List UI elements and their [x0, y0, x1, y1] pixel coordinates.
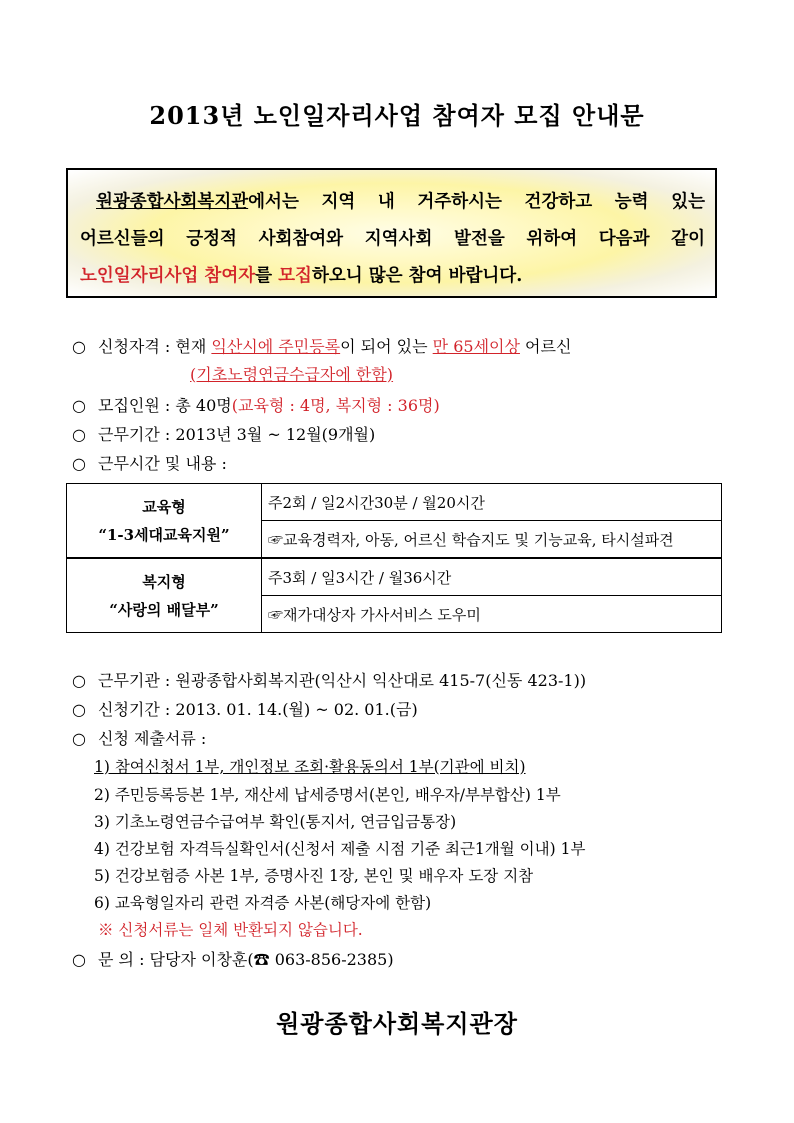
workplace-text: 근무기관 : 원광종합사회복지관(익산시 익산대로 415-7(신동 423-1))	[98, 671, 587, 690]
documents-heading: 신청 제출서류 :	[98, 729, 207, 748]
qualification-residence: 익산시에 주민등록	[211, 337, 341, 356]
workplace-row	[72, 668, 586, 691]
bullet-icon: ○	[72, 950, 86, 969]
hours-heading-row	[72, 451, 227, 474]
intro-line-1	[80, 184, 705, 221]
qualification-end: 어르신	[519, 337, 572, 356]
qualification-row	[72, 334, 571, 357]
page-title: 2013년 노인일자리사업 참여자 모집 안내문	[149, 101, 645, 130]
qualification-age: 만 65세이상	[432, 337, 520, 356]
contact-text: 문 의 : 담당자 이창훈(☎ 063-856-2385)	[98, 950, 394, 969]
recruit-label: 모집인원 : 총 40명	[98, 396, 232, 415]
period-row	[72, 422, 375, 445]
table-row	[67, 484, 722, 521]
qualification-note-row	[190, 362, 393, 385]
apply-period-row	[72, 697, 418, 720]
bullet-icon: ○	[72, 700, 86, 719]
list-item: 4) 건강보험 자격득실확인서(신청서 제출 시점 기준 최근1개월 이내) 1부	[94, 840, 586, 858]
qualification-note: (기초노령연금수급자에 한함)	[190, 365, 394, 384]
rule-cell: 주3회 / 일3시간 / 월36시간	[262, 558, 722, 596]
intro-line-3	[80, 258, 705, 295]
bullet-icon: ○	[72, 454, 86, 473]
list-item: 2) 주민등록등본 1부, 재산세 납세증명서(본인, 배우자/부부합산) 1부	[94, 786, 561, 804]
documents-heading-row	[72, 726, 206, 749]
type-name: 복지형	[142, 572, 186, 591]
intro-highlight-participants: 노인일자리사업 참여자	[80, 266, 256, 286]
list-item: 6) 교육형일자리 관련 자격증 사본(해당자에 한함)	[94, 894, 432, 912]
intro-highlight-recruit: 모집	[278, 266, 312, 286]
bullet-icon: ○	[72, 396, 86, 415]
intro-line-1-text: 에서는 지역 내 거주하시는 건강하고 능력 있는	[248, 192, 705, 212]
hours-heading: 근무시간 및 내용 :	[98, 454, 227, 473]
desc-cell: ☞재가대상자 가사서비스 도우미	[262, 596, 722, 633]
bullet-icon: ○	[72, 671, 86, 690]
type-cell-education	[67, 484, 262, 559]
recruit-breakdown: (교육형 : 4명, 복지형 : 36명)	[231, 396, 440, 415]
type-subtitle: “사랑의 배달부”	[109, 600, 219, 619]
qualification-mid: 이 되어 있는	[340, 337, 433, 356]
rule-cell: 주2회 / 일2시간30분 / 월20시간	[262, 484, 722, 521]
intro-box	[66, 168, 717, 298]
list-item: 5) 건강보험증 사본 1부, 증명사진 1장, 본인 및 배우자 도장 지참	[94, 867, 534, 885]
intro-line-2: 어르신들의 긍정적 사회참여와 지역사회 발전을 위하여 다음과 같이	[80, 229, 705, 249]
qualification-label: 신청자격 : 현재	[98, 337, 212, 356]
intro-line-3-mid: 를	[255, 266, 279, 286]
bullet-icon: ○	[72, 729, 86, 748]
schedule-table	[66, 483, 722, 633]
desc-cell: ☞교육경력자, 아동, 어르신 학습지도 및 기능교육, 타시설파견	[262, 521, 722, 559]
footer-signature: 원광종합사회복지관장	[276, 1009, 518, 1038]
period-text: 근무기간 : 2013년 3월 ~ 12월(9개월)	[98, 425, 376, 444]
notice-text: ※ 신청서류는 일체 반환되지 않습니다.	[98, 921, 363, 939]
bullet-icon: ○	[72, 425, 86, 444]
type-subtitle: “1-3세대교육지원”	[98, 525, 230, 544]
table-row	[67, 558, 722, 596]
intro-org-name: 원광종합사회복지관	[96, 192, 249, 212]
type-name: 교육형	[142, 497, 186, 516]
contact-row	[72, 947, 394, 970]
intro-line-3-end: 하오니 많은 참여 바랍니다.	[311, 266, 523, 286]
recruit-row	[72, 393, 440, 416]
list-item: 1) 참여신청서 1부, 개인정보 조회·활용동의서 1부(기관에 비치)	[94, 758, 526, 776]
list-item: 3) 기초노령연금수급여부 확인(통지서, 연금입금통장)	[94, 813, 457, 831]
type-cell-welfare	[67, 558, 262, 633]
bullet-icon: ○	[72, 337, 86, 356]
apply-period-text: 신청기간 : 2013. 01. 14.(월) ~ 02. 01.(금)	[98, 700, 418, 719]
